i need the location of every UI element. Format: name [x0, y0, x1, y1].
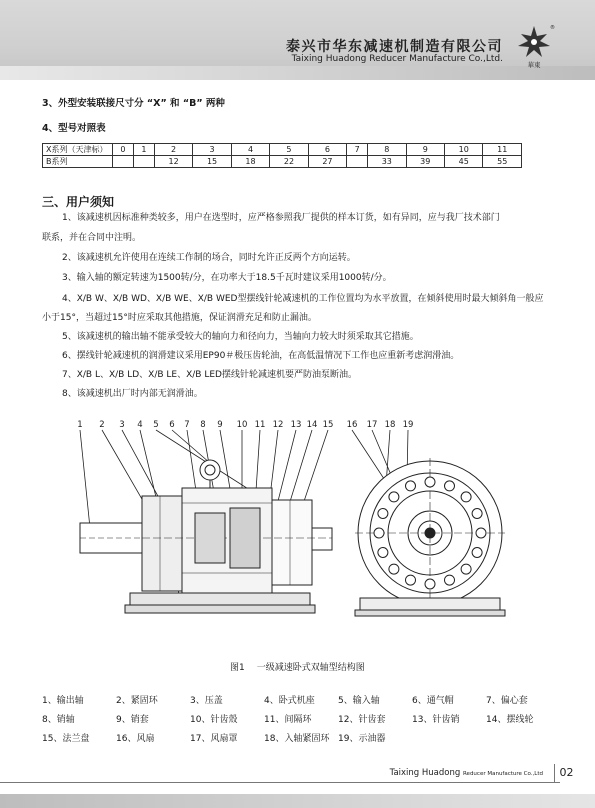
pin-hole: [425, 579, 435, 589]
part-item: 10、针齿殼: [190, 715, 238, 725]
table-cell: 45: [444, 156, 482, 168]
pin-hole: [461, 492, 471, 502]
table-cell: 22: [270, 156, 308, 168]
note-line-1-cont: 联系，并在合同中注明。: [42, 233, 142, 243]
part-item: 9、销套: [116, 715, 149, 725]
registered-mark: ®: [550, 25, 555, 31]
callout-number: 8: [200, 420, 206, 430]
pin-hole: [461, 564, 471, 574]
note-line-4-cont: 小于15°，当超过15°时应采取其他措施，保证润滑充足和防止漏油。: [42, 313, 317, 323]
item-4-heading: 4、型号对照表: [42, 123, 106, 134]
company-logo: [514, 24, 554, 70]
note-line-7: 7、X/B L、X/B LD、X/B LE、X/B LED摆线针轮减速机要严防油泵断油。: [62, 370, 357, 380]
part-item: 19、示油器: [338, 734, 386, 744]
table-cell: 10: [444, 144, 482, 156]
callout-number: 5: [153, 420, 159, 430]
side-section-view: [80, 460, 332, 613]
footer-rule: [0, 782, 560, 783]
note-line-2: 2、该减速机允许使用在连续工作制的场合，同时允许正反两个方向运转。: [62, 253, 356, 263]
table-cell: 39: [406, 156, 444, 168]
pin-hole: [389, 492, 399, 502]
table-row-label: X系列（天津标）: [43, 144, 113, 156]
parts-row: [42, 693, 562, 712]
callout-number: 3: [119, 420, 125, 430]
table-cell: 7: [347, 144, 368, 156]
company-name-cn: 泰兴市华东减速机制造有限公司: [286, 39, 503, 55]
part-item: 18、入轴紧固环: [264, 734, 330, 744]
user-notes-title: 三、用户须知: [42, 195, 115, 209]
figure-number: 图1: [230, 663, 245, 673]
callout-number: 13: [290, 420, 302, 430]
table-cell: 55: [483, 156, 522, 168]
table-cell: 1: [133, 144, 154, 156]
page-header: [0, 0, 595, 80]
part-item: 7、偏心套: [486, 696, 528, 706]
model-comparison-table: [42, 143, 522, 168]
part-item: 3、压盖: [190, 696, 223, 706]
note-line-6: 6、摆线针轮减速机的润滑建议采用EP90＃极压齿轮油，在高低温情况下工作也应重新考虑润滑油。: [62, 351, 460, 361]
pin-hole: [476, 528, 486, 538]
pin-hole: [472, 509, 482, 519]
table-cell: 2: [154, 144, 192, 156]
page-number: 02: [554, 764, 578, 782]
callout-number: 10: [236, 420, 248, 430]
part-item: 16、风扇: [116, 734, 155, 744]
pin-hole: [406, 481, 416, 491]
pin-hole: [378, 509, 388, 519]
callout-number: 2: [99, 420, 105, 430]
part-item: 8、销轴: [42, 715, 75, 725]
part-item: 14、摆线轮: [486, 715, 534, 725]
callout-number: 12: [272, 420, 284, 430]
callout-number: 19: [402, 420, 414, 430]
part-item: 5、输入轴: [338, 696, 380, 706]
part-item: 13、针齿销: [412, 715, 460, 725]
parts-list: [42, 693, 562, 750]
table-cell: 5: [270, 144, 308, 156]
pin-hole: [445, 481, 455, 491]
table-cell: [133, 156, 154, 168]
table-cell: 0: [113, 144, 134, 156]
table-cell: 3: [193, 144, 231, 156]
pin-hole: [378, 548, 388, 558]
part-item: 4、卧式机座: [264, 696, 315, 706]
callout-number: 7: [184, 420, 190, 430]
callout-number: 18: [384, 420, 396, 430]
header-stripe: [0, 66, 595, 80]
callout-number: 17: [366, 420, 378, 430]
part-item: 17、风扇罩: [190, 734, 238, 744]
table-cell: 11: [483, 144, 522, 156]
callout-numbers: [77, 420, 413, 430]
table-cell: 33: [368, 156, 406, 168]
structure-drawing: [60, 418, 540, 643]
figure-caption: [230, 660, 365, 673]
table-cell: 12: [154, 156, 192, 168]
table-cell: 9: [406, 144, 444, 156]
table-cell: [113, 156, 134, 168]
footer-bar: [0, 794, 595, 808]
note-line-5: 5、该减速机的输出轴不能承受较大的轴向力和径向力，当轴向力较大时须采取其它措施。: [62, 332, 419, 342]
callout-number: 1: [77, 420, 83, 430]
pin-hole: [374, 528, 384, 538]
pin-hole: [406, 575, 416, 585]
callout-number: 6: [169, 420, 175, 430]
pin-hole: [389, 564, 399, 574]
note-line-4: 4、X/B W、X/B WD、X/B WE、X/B WED型摆线针轮减速机的工作位置均为水平放置，在倾斜使用时最大倾斜角一般应: [62, 294, 544, 304]
pin-hole: [472, 548, 482, 558]
part-item: 6、通气帽: [412, 696, 454, 706]
logo-lettering: 華東: [527, 61, 541, 69]
table-cell: 27: [308, 156, 346, 168]
note-line-8: 8、该减速机出厂时内部无润滑油。: [62, 389, 203, 399]
note-line-1: 1、该减速机因标准种类较多，用户在选型时，应严格参照我厂提供的样本订货，如有异同，应与我厂技术部门: [62, 213, 500, 223]
table-cell: [347, 156, 368, 168]
figure-title: 一级减速卧式双轴型结构图: [256, 663, 365, 673]
callout-number: 11: [254, 420, 266, 430]
item-3-heading: 3、外型安装联接尺寸分 “X” 和 “B” 两种: [42, 98, 225, 109]
parts-row: [42, 712, 562, 731]
table-cell: 18: [231, 156, 269, 168]
callout-number: 14: [306, 420, 318, 430]
part-item: 15、法兰盘: [42, 734, 90, 744]
part-item: 2、紧固环: [116, 696, 158, 706]
callout-number: 15: [322, 420, 334, 430]
table-row-label: B系列: [43, 156, 113, 168]
callout-number: 9: [217, 420, 223, 430]
table-cell: 15: [193, 156, 231, 168]
parts-row: [42, 731, 562, 750]
table-cell: 4: [231, 144, 269, 156]
table-row: [43, 144, 522, 156]
part-item: 12、针齿套: [338, 715, 386, 725]
end-view: [355, 458, 505, 616]
callout-number: 16: [346, 420, 358, 430]
table-cell: 6: [308, 144, 346, 156]
part-item: 11、间隔环: [264, 715, 312, 725]
page-footer: [0, 764, 595, 808]
pin-hole: [445, 575, 455, 585]
part-item: 1、输出轴: [42, 696, 84, 706]
callout-number: 4: [137, 420, 143, 430]
pin-hole: [425, 477, 435, 487]
note-line-3: 3、输入轴的额定转速为1500转/分，在功率大于18.5千瓦时建议采用1000转/分。: [62, 273, 392, 283]
footer-company: Taixing Huadong Reducer Manufacture Co.,Ltd: [389, 768, 543, 778]
table-row: [43, 156, 522, 168]
company-name-en: Taixing Huadong Reducer Manufacture Co.,Ltd.: [291, 54, 503, 64]
table-cell: 8: [368, 144, 406, 156]
